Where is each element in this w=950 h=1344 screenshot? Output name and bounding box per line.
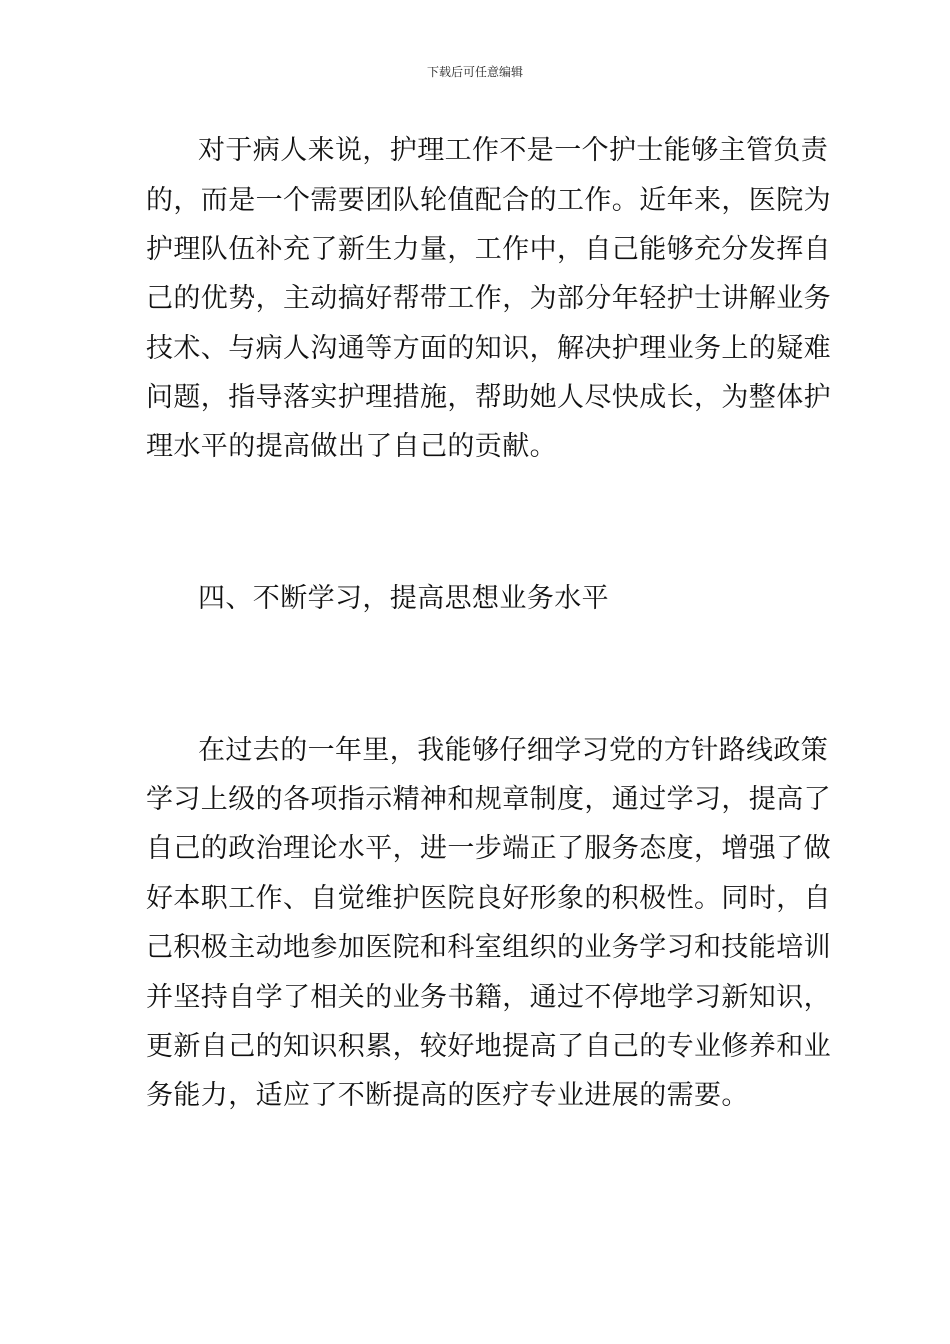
- page-header-note: 下载后可任意编辑: [426, 65, 523, 79]
- paragraph-line: 理水平的提高做出了自己的贡献。: [146, 431, 557, 462]
- paragraph-line: 的，而是一个需要团队轮值配合的工作。近年来，医院为: [146, 185, 831, 216]
- paragraph-line: 己积极主动地参加医院和科室组织的业务学习和技能培训: [146, 932, 831, 963]
- paragraph-line: 自己的政治理论水平，进一步端正了服务态度，增强了做: [146, 833, 831, 864]
- paragraph-line: 更新自己的知识积累，较好地提高了自己的专业修养和业: [146, 1031, 831, 1062]
- paragraph-line: 技术、与病人沟通等方面的知识，解决护理业务上的疑难: [146, 333, 831, 364]
- paragraph-line: 己的优势，主动搞好帮带工作，为部分年轻护士讲解业务: [146, 283, 831, 314]
- paragraph-line: 学习上级的各项指示精神和规章制度，通过学习，提高了: [146, 784, 831, 815]
- paragraph-line: 在过去的一年里，我能够仔细学习党的方针路线政策: [198, 735, 829, 766]
- paragraph-line: 好本职工作、自觉维护医院良好形象的积极性。同时，自: [146, 883, 831, 914]
- paragraph-line: 问题，指导落实护理措施，帮助她人尽快成长，为整体护: [146, 382, 831, 413]
- paragraph-line: 务能力，适应了不断提高的医疗专业进展的需要。: [146, 1080, 749, 1111]
- paragraph-line: 对于病人来说，护理工作不是一个护士能够主管负责: [198, 135, 829, 166]
- section-heading: 四、不断学习，提高思想业务水平: [198, 583, 609, 614]
- paragraph-line: 并坚持自学了相关的业务书籍，通过不停地学习新知识，: [146, 982, 831, 1013]
- paragraph-line: 护理队伍补充了新生力量，工作中，自己能够充分发挥自: [146, 234, 831, 265]
